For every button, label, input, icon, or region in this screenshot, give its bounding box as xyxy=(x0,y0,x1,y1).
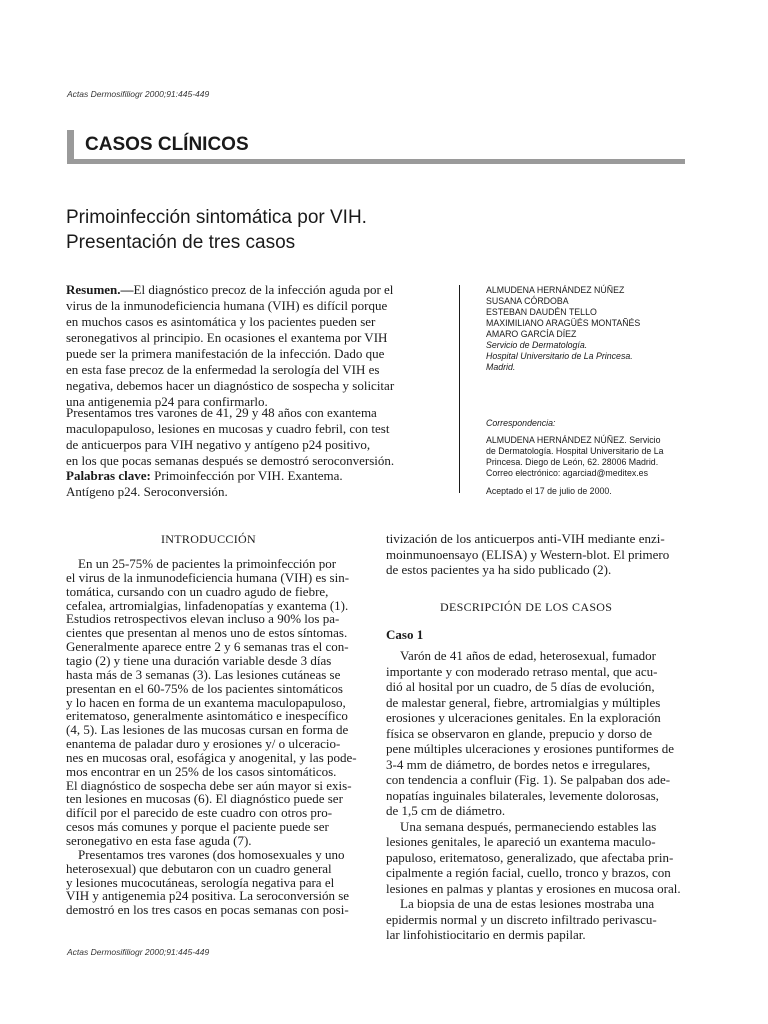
author-name: MAXIMILIANO ARAGÜÉS MONTAÑÉS xyxy=(486,318,641,328)
affiliation-line: Madrid. xyxy=(486,362,516,372)
keywords-text: Primoinfección por VIH. Exantema. xyxy=(150,468,343,483)
section-title: CASOS CLÍNICOS xyxy=(85,134,249,155)
abstract-line: en los que pocas semanas después se demostró seroconversión. xyxy=(66,453,395,468)
text-line: de estos pacientes ya ha sido publicado (2). xyxy=(386,562,612,577)
correspondence-line: Princesa. Diego de León, 62. 28006 Madrid. xyxy=(486,457,659,467)
article-title-line-1: Primoinfección sintomática por VIH. xyxy=(66,207,367,228)
correspondence-line: de Dermatología. Hospital Universitario de La xyxy=(486,446,664,456)
keywords-line: Antígeno p24. Seroconversión. xyxy=(66,484,228,499)
text-line: lesiones genitales, le apareció un exantema maculo- xyxy=(386,834,656,849)
text-line: cefalea, artromialgias, linfadenopatías y exantema (1). xyxy=(66,597,349,613)
text-line: nes en mucosas oral, esofágica y anogenital, y las pode- xyxy=(66,749,357,765)
text-line: erosiones y ulceraciones genitales. En la exploración xyxy=(386,710,661,725)
text-line: Una semana después, permaneciendo estables las xyxy=(400,818,657,834)
text-line: y lesiones mucocutáneas, serología negativa para el xyxy=(66,874,335,890)
text-line: enantema de paladar duro y erosiones y/ o ulceracio- xyxy=(66,736,341,752)
correspondence-line: ALMUDENA HERNÁNDEZ NÚÑEZ. Servicio xyxy=(486,435,661,445)
text-line: heterosexual) que debutaron con un cuadro general xyxy=(66,860,332,876)
text-line: hasta más de 3 semanas (3). Las lesiones cutáneas se xyxy=(66,666,341,682)
introduction-heading: INTRODUCCIÓN xyxy=(161,532,256,546)
text-line: importante y con moderado retraso mental, que acu- xyxy=(386,663,658,679)
text-line: con tendencia a confluir (Fig. 1). Se palpaban dos ade- xyxy=(386,772,671,787)
abstract-line: de anticuerpos para VIH negativo y antígeno p24 positivo, xyxy=(66,437,371,452)
author-name: ESTEBAN DAUDÉN TELLO xyxy=(486,307,597,317)
text-line: ten lesiones en mucosas (6). El diagnóstico puede ser xyxy=(66,791,343,807)
keywords-line xyxy=(66,468,343,484)
text-line: lesiones en palmas y plantas y erosiones en mucosa oral. xyxy=(386,880,681,896)
text-line: papuloso, eritematoso, generalizado, que afectaba prin- xyxy=(386,849,674,865)
text-line: eritematoso, generalmente asintomático e inespecífico xyxy=(66,708,348,724)
text-line: de malestar general, fiebre, artromialgias y múltiples xyxy=(386,694,661,710)
text-line: En un 25-75% de pacientes la primoinfección por xyxy=(78,556,337,571)
abstract-line: Presentamos tres varones de 41, 29 y 48 años con exantema xyxy=(66,405,377,420)
author-name: ALMUDENA HERNÁNDEZ NÚÑEZ xyxy=(486,285,625,295)
section-bar-horizontal xyxy=(67,159,685,164)
text-line: El diagnóstico de sospecha debe ser aún mayor si exis- xyxy=(66,777,352,793)
text-line: física se observaron en glande, prepucio y dorso de xyxy=(386,725,653,741)
text-line: (4, 5). Las lesiones de las mucosas cursan en forma de xyxy=(66,722,349,738)
journal-reference: Actas Dermosifiliogr 2000;91:445-449 xyxy=(67,89,210,99)
footer-journal-reference: Actas Dermosifiliogr 2000;91:445-449 xyxy=(67,947,210,957)
text-line: cipalmente a región facial, cuello, tronco y brazos, con xyxy=(386,865,671,880)
text-line: cientes que presentan al menos uno de estos síntomas. xyxy=(66,625,348,641)
text-line: y lo hacen en forma de un exantema maculopapuloso, xyxy=(66,694,346,710)
abstract-label: Resumen.— xyxy=(66,282,134,297)
abstract-line xyxy=(66,282,393,298)
affiliation-line: Servicio de Dermatología. xyxy=(486,340,588,350)
text-line: seronegativo en esta fase aguda (7). xyxy=(66,833,252,848)
text-line: Generalmente aparece entre 2 y 6 semanas tras el con- xyxy=(66,639,349,655)
text-line: demostró en los tres casos en pocas semanas con posi- xyxy=(66,902,349,918)
text-line: VIH y antigenemia p24 positiva. La seroconversión se xyxy=(66,888,350,904)
text-line: tivización de los anticuerpos anti-VIH mediante enzi- xyxy=(386,531,665,546)
abstract-line: maculopapuloso, lesiones en mucosas y cuadro febril, con test xyxy=(66,421,390,436)
text-line: Estudios retrospectivos elevan incluso a 90% los pa- xyxy=(66,611,340,627)
text-line: cesos más comunes y porque el paciente puede ser xyxy=(66,819,329,835)
abstract-divider xyxy=(459,285,460,493)
abstract-line: en muchos casos es asintomática y los pacientes pueden ser xyxy=(66,314,376,329)
abstract-line: negativa, debemos hacer un diagnóstico de sospecha y solicitar xyxy=(66,378,395,393)
text-line: lar linfohistiocitario en dermis papilar. xyxy=(386,927,586,942)
accepted-date: Aceptado el 17 de julio de 2000. xyxy=(486,486,612,496)
text-line: Presentamos tres varones (dos homosexuales y uno xyxy=(78,846,345,862)
case-1-label: Caso 1 xyxy=(386,627,424,642)
author-name: AMARO GARCÍA DÍEZ xyxy=(486,329,577,339)
text-line: difícil por el parecido de este cuadro con otros pro- xyxy=(66,805,333,821)
abstract-line: en esta fase precoz de la enfermedad la serología del VIH es xyxy=(66,362,380,377)
text-line: tomática, cursando con un cuadro agudo de fiebre, xyxy=(66,583,329,599)
section-banner xyxy=(67,130,685,164)
keywords-label: Palabras clave: xyxy=(66,468,151,483)
correspondence-email: Correo electrónico: agarciad@meditex.es xyxy=(486,468,648,478)
author-name: SUSANA CÓRDOBA xyxy=(486,296,569,306)
text-line: nopatías inguinales bilaterales, levemente dolorosas, xyxy=(386,787,659,803)
text-line: mos encontrar en un 25% de los casos sintomáticos. xyxy=(66,763,337,779)
abstract-line: virus de la inmunodeficiencia humana (VIH) es difícil porque xyxy=(66,298,388,313)
abstract-line: puede ser la primera manifestación de la infección. Dado que xyxy=(66,346,385,361)
abstract-line: una antigenemia p24 para confirmarlo. xyxy=(66,394,268,409)
text-line: pene múltiples ulceraciones y erosiones puntiformes de xyxy=(386,741,675,756)
text-line: presentan en el 60-75% de los pacientes sintomáticos xyxy=(66,680,343,696)
affiliation-line: Hospital Universitario de La Princesa. xyxy=(486,351,633,361)
text-line: moinmunoensayo (ELISA) y Western-blot. El primero xyxy=(386,546,670,562)
abstract-text: El diagnóstico precoz de la infección aguda por el xyxy=(133,282,394,297)
text-line: dió al hosital por un cuadro, de 5 días de evolución, xyxy=(386,679,655,694)
cases-heading: DESCRIPCIÓN DE LOS CASOS xyxy=(440,600,613,614)
text-line: Varón de 41 años de edad, heterosexual, fumador xyxy=(400,648,656,663)
text-line: el virus de la inmunodeficiencia humana (VIH) es sin- xyxy=(66,569,350,585)
abstract-line: seronegativos al principio. En ocasiones el exantema por VIH xyxy=(66,330,388,345)
text-line: de 1,5 cm de diámetro. xyxy=(386,803,506,818)
text-line: 3-4 mm de diámetro, de bordes netos e irregulares, xyxy=(386,756,651,772)
text-line: epidermis normal y un discreto infiltrado perivascu- xyxy=(386,911,657,927)
article-title-line-2: Presentación de tres casos xyxy=(66,232,296,253)
correspondence-label: Correspondencia: xyxy=(486,418,556,428)
text-line: La biopsia de una de estas lesiones mostraba una xyxy=(400,896,655,911)
text-line: tagio (2) y tiene una duración variable desde 3 días xyxy=(66,652,332,668)
